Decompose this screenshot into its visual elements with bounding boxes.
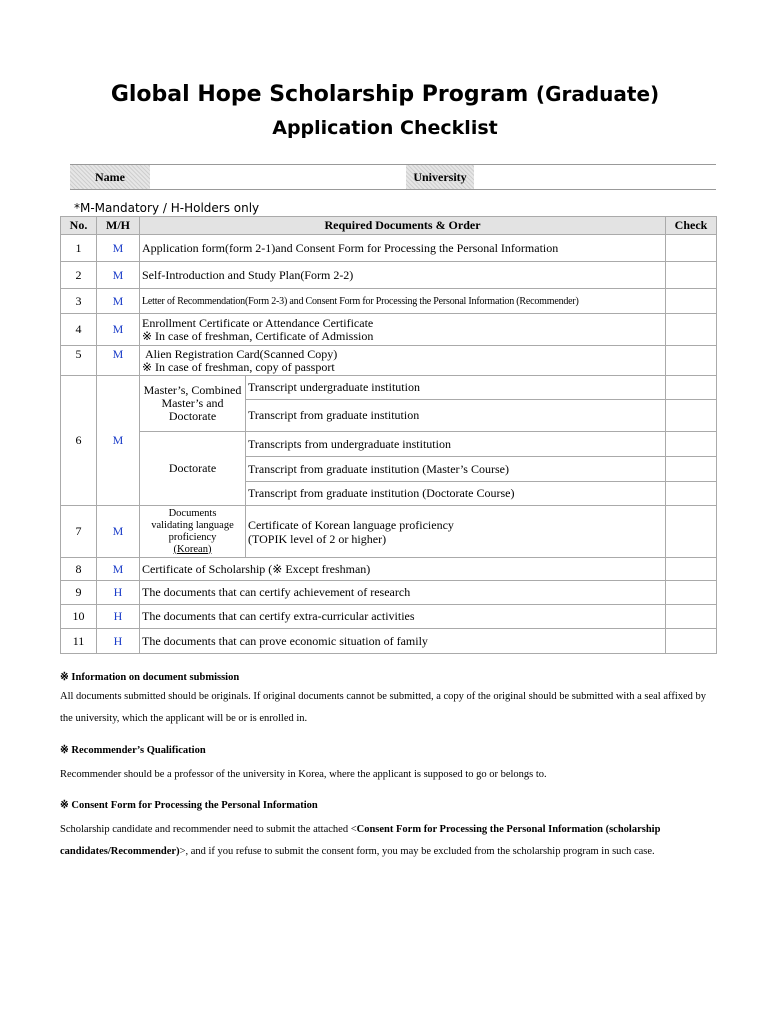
row-document-line1: Alien Registration Card(Scanned Copy) [145, 346, 338, 361]
row-document-line1: Enrollment Certificate or Attendance Certificate [142, 315, 374, 330]
row-number: 8 [61, 558, 97, 581]
row-document-line2: (TOPIK level of 2 or higher) [248, 531, 387, 546]
row-number: 3 [61, 289, 97, 314]
table-row [61, 558, 717, 581]
language-label-line: Documents [168, 507, 217, 519]
row-number: 11 [61, 629, 97, 654]
row-document: Transcript from graduate institution (Doctorate Course) [246, 482, 666, 506]
consent-body-bold: Consent Form for Processing the Personal Information (scholarship candidates/Recommender) [60, 824, 661, 857]
row-mh: M [97, 314, 140, 346]
row-number: 2 [61, 262, 97, 289]
checklist-table [60, 216, 717, 654]
university-field[interactable] [474, 165, 716, 189]
row-number: 1 [61, 235, 97, 262]
section-body [60, 819, 720, 863]
row-check-cell[interactable] [666, 605, 717, 629]
table-row [61, 506, 717, 558]
consent-body-post: >, and if you refuse to submit the consent form, you may be excluded from the scholarship program in such case. [179, 846, 655, 857]
language-label-line: validating language [151, 519, 234, 531]
row-mh: M [97, 289, 140, 314]
row-document: Transcripts from undergraduate institution [246, 432, 666, 457]
consent-section [60, 797, 720, 863]
row-check-cell[interactable] [666, 432, 717, 457]
row-document: Letter of Recommendation(Form 2-3) and Consent Form for Processing the Personal Information (Recommender) [140, 289, 666, 314]
page-title [0, 82, 770, 107]
transcript-group-label: Master’s, Combined Master’s and Doctorate [140, 376, 246, 432]
row-number: 7 [61, 506, 97, 558]
section-heading: ※ Information on document submission [60, 672, 240, 683]
applicant-info-row [70, 164, 716, 190]
row-document: Transcript from graduate institution [246, 400, 666, 432]
header-docs: Required Documents & Order [140, 217, 666, 235]
row-check-cell[interactable] [666, 314, 717, 346]
row-check-cell[interactable] [666, 506, 717, 558]
language-group-label [140, 506, 246, 558]
section-body: Recommender should be a professor of the university in Korea, where the applicant is supposed to go or belongs to. [60, 769, 547, 780]
row-document: Transcript from graduate institution (Master’s Course) [246, 457, 666, 482]
language-label-line: (Korean) [173, 543, 212, 555]
title-suffix: (Graduate) [535, 82, 660, 106]
row-check-cell[interactable] [666, 482, 717, 506]
recommender-section [60, 742, 720, 786]
language-label-line: proficiency [168, 531, 217, 543]
row-document: Transcript undergraduate institution [246, 376, 666, 400]
row-document-line2: ※ In case of freshman, Certificate of Admission [142, 328, 374, 343]
table-row [61, 346, 717, 376]
row-document: Application form(form 2-1)and Consent Form for Processing the Personal Information [140, 235, 666, 262]
row-document-line1: Certificate of Korean language proficiency [248, 517, 454, 532]
transcript-group-label: Doctorate [140, 432, 246, 506]
table-row [61, 314, 717, 346]
row-document: The documents that can prove economic situation of family [140, 629, 666, 654]
mandatory-note: *M-Mandatory / H-Holders only [74, 201, 260, 215]
header-mh: M/H [97, 217, 140, 235]
table-row [61, 605, 717, 629]
row-number: 10 [61, 605, 97, 629]
row-check-cell[interactable] [666, 262, 717, 289]
row-check-cell[interactable] [666, 457, 717, 482]
table-row [61, 289, 717, 314]
row-mh: M [97, 376, 140, 506]
submission-info-section [60, 670, 720, 730]
row-mh: H [97, 581, 140, 605]
section-heading: ※ Consent Form for Processing the Personal Information [60, 800, 318, 811]
row-check-cell[interactable] [666, 400, 717, 432]
row-mh: M [97, 506, 140, 558]
row-number: 5 [61, 346, 97, 376]
row-mh: M [97, 346, 140, 376]
row-check-cell[interactable] [666, 581, 717, 605]
table-row [61, 629, 717, 654]
name-label: Name [70, 165, 150, 189]
table-row [61, 581, 717, 605]
consent-body-pre: Scholarship candidate and recommender need to submit the attached < [60, 824, 357, 835]
section-body: All documents submitted should be originals. If original documents cannot be submitted, a copy of the original should be submitted with a seal affixed by the university, which the applicant will be or is enrolled in. [60, 691, 707, 724]
row-document: The documents that can certify achievement of research [140, 581, 666, 605]
row-check-cell[interactable] [666, 289, 717, 314]
row-check-cell[interactable] [666, 346, 717, 376]
header-check: Check [666, 217, 717, 235]
section-heading: ※ Recommender’s Qualification [60, 745, 206, 756]
row-mh: H [97, 629, 140, 654]
table-row [61, 432, 717, 457]
row-check-cell[interactable] [666, 558, 717, 581]
table-header-row [61, 217, 717, 235]
title-main: Global Hope Scholarship Program [110, 82, 529, 107]
header-no: No. [61, 217, 97, 235]
row-document: Certificate of Scholarship (※ Except freshman) [140, 558, 666, 581]
row-document: The documents that can certify extra-curricular activities [140, 605, 666, 629]
row-mh: M [97, 558, 140, 581]
row-mh: M [97, 235, 140, 262]
row-document: Self-Introduction and Study Plan(Form 2-2) [140, 262, 666, 289]
row-mh: M [97, 262, 140, 289]
page-subtitle: Application Checklist [272, 117, 498, 139]
row-number: 6 [61, 376, 97, 506]
row-number: 4 [61, 314, 97, 346]
row-document-line2: ※ In case of freshman, copy of passport [142, 359, 335, 374]
row-check-cell[interactable] [666, 629, 717, 654]
table-row [61, 262, 717, 289]
university-label: University [406, 165, 474, 189]
table-row [61, 235, 717, 262]
row-check-cell[interactable] [666, 376, 717, 400]
row-document [140, 314, 666, 346]
row-document [140, 346, 666, 376]
row-number: 9 [61, 581, 97, 605]
row-check-cell[interactable] [666, 235, 717, 262]
row-mh: H [97, 605, 140, 629]
row-document [246, 506, 666, 558]
table-row [61, 376, 717, 400]
